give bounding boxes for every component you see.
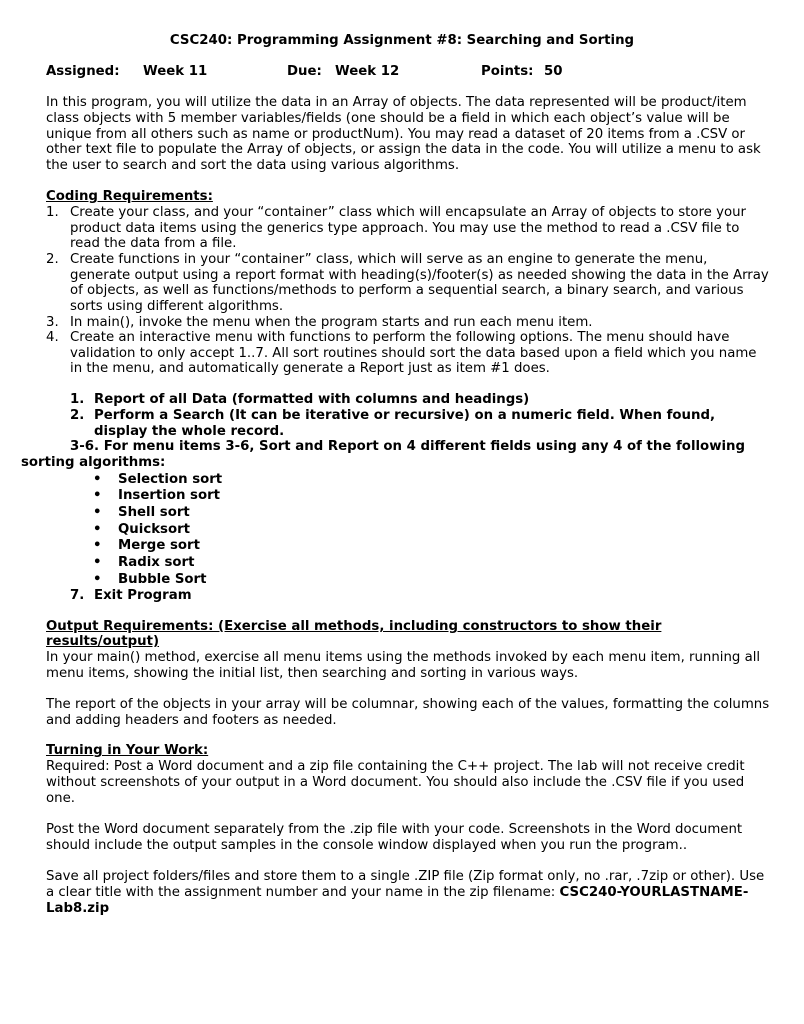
menu-item-1-text: Report of all Data (formatted with columns and headings) bbox=[94, 392, 530, 407]
bullet-icon: • bbox=[93, 572, 102, 587]
output-requirements-heading: Output Requirements: (Exercise all methods, including constructors to show their bbox=[46, 619, 662, 634]
algorithm-bubble-sort: Bubble Sort bbox=[118, 572, 207, 587]
output-paragraph-2: The report of the objects in your array will be columnar, showing each of the values, formatting the columns and adding headers and footers as needed. bbox=[46, 697, 770, 728]
points-label: Points: bbox=[481, 64, 534, 79]
menu-item-2-number: 2. bbox=[70, 408, 85, 423]
algorithm-selection-sort: Selection sort bbox=[118, 472, 223, 487]
menu-item-7-text: Exit Program bbox=[94, 588, 192, 603]
menu-item-2-text: Perform a Search (It can be iterative or recursive) on a numeric field. When found, display the whole record. bbox=[94, 408, 716, 439]
bullet-icon: • bbox=[93, 488, 102, 503]
page-title: CSC240: Programming Assignment #8: Searching and Sorting bbox=[169, 33, 635, 48]
output-requirements-heading-line2: results/output) bbox=[46, 634, 160, 649]
turning-in-heading: Turning in Your Work: bbox=[46, 743, 209, 758]
assigned-label: Assigned: bbox=[46, 64, 120, 79]
turning-in-paragraph-3 bbox=[46, 869, 776, 916]
coding-item-4-text: Create an interactive menu with functions to perform the following options. The menu should have validation to only accept 1..7. All sort routines should sort the data based upon a field which you name in the menu, and automatically generate a Report just as item #1 does. bbox=[70, 330, 757, 376]
zip-filename: CSC240-YOURLASTNAME-Lab8.zip bbox=[46, 884, 749, 916]
coding-requirements-heading: Coding Requirements: bbox=[46, 189, 213, 204]
algorithm-insertion-sort: Insertion sort bbox=[118, 488, 221, 503]
bullet-icon: • bbox=[93, 522, 102, 537]
bullet-icon: • bbox=[93, 555, 102, 570]
intro-paragraph: In this program, you will utilize the data in an Array of objects. The data represented will be product/item class objects with 5 member variables/fields (one should be a field in which each object’s value will be unique from all others such as name or productNum). You may read a dataset of 20 items from a .CSV or other text file to populate the Array of objects, or assign the data in the code. You will utilize a menu to ask the user to search and sort the data using various algorithms. bbox=[46, 95, 761, 174]
bullet-icon: • bbox=[93, 538, 102, 553]
algorithm-merge-sort: Merge sort bbox=[118, 538, 200, 553]
due-label: Due: bbox=[287, 64, 322, 79]
turning-in-paragraph-2: Post the Word document separately from the .zip file with your code. Screenshots in the Word document should include the output samples in the console window displayed when you run the program.. bbox=[46, 822, 743, 853]
output-paragraph-1: In your main() method, exercise all menu items using the methods invoked by each menu item, running all menu items, showing the initial list, then searching and sorting in various ways. bbox=[46, 650, 761, 681]
due-value: Week 12 bbox=[335, 64, 400, 79]
coding-item-1-text: Create your class, and your “container” class which will encapsulate an Array of objects to store your product data items using the generics type approach. You may use the method to read a .CSV file to read the data from a file. bbox=[70, 205, 746, 251]
algorithm-shell-sort: Shell sort bbox=[118, 505, 190, 520]
bullet-icon: • bbox=[93, 505, 102, 520]
coding-item-3-number: 3. bbox=[46, 315, 59, 330]
algorithm-radix-sort: Radix sort bbox=[118, 555, 195, 570]
assigned-value: Week 11 bbox=[143, 64, 208, 79]
coding-item-2-number: 2. bbox=[46, 252, 59, 267]
points-value: 50 bbox=[544, 64, 563, 79]
menu-item-7-number: 7. bbox=[70, 588, 85, 603]
coding-item-1-number: 1. bbox=[46, 205, 59, 220]
menu-item-3-6-line2: sorting algorithms: bbox=[21, 455, 166, 470]
coding-item-3-text: In main(), invoke the menu when the program starts and run each menu item. bbox=[70, 315, 593, 330]
menu-item-3-6-line1: 3-6. For menu items 3-6, Sort and Report on 4 different fields using any 4 of the following bbox=[70, 439, 746, 454]
coding-item-2-text: Create functions in your “container” class, which will serve as an engine to generate the menu, generate output using a report format with heading(s)/footer(s) as needed showing the data in the Array of objects, as well as functions/methods to perform a sequential search, a binary search, and various sorts using different algorithms. bbox=[70, 252, 769, 314]
menu-item-1-number: 1. bbox=[70, 392, 85, 407]
coding-item-4-number: 4. bbox=[46, 330, 59, 345]
zip-instructions-text: Save all project folders/files and store them to a single .ZIP file (Zip format only, no .rar, .7zip or other). Use a clear title with the assignment number and your name in the zip filename: bbox=[46, 869, 765, 900]
turning-in-paragraph-1: Required: Post a Word document and a zip file containing the C++ project. The lab will not receive credit without screenshots of your output in a Word document. You should also include the .CSV file if you used one. bbox=[46, 759, 745, 806]
algorithm-quicksort: Quicksort bbox=[118, 522, 191, 537]
bullet-icon: • bbox=[93, 472, 102, 487]
